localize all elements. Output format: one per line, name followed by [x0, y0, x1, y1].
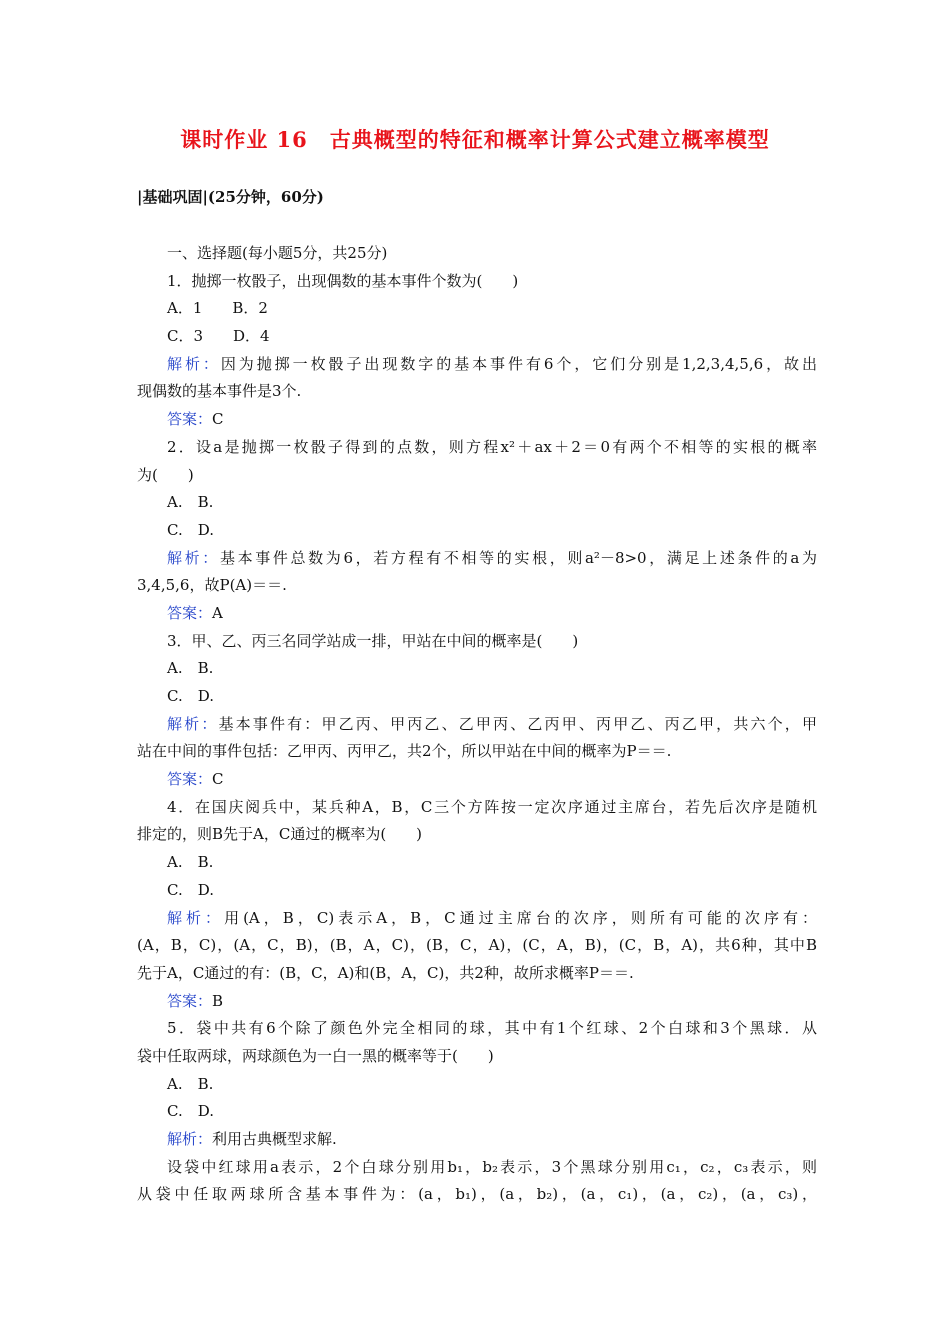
analysis-4: [137, 905, 817, 933]
options-5-ab: A. B.: [167, 1074, 214, 1093]
analysis-1-cont: 现偶数的基本事件是3个.: [137, 382, 302, 401]
question-5-cont: 袋中任取两球，两球颜色为一白一黑的概率等于( ): [137, 1046, 494, 1065]
answer-3: [137, 766, 817, 794]
answer-4: [137, 988, 817, 1016]
analysis-2-cont: 3,4,5,6，故P(A)＝＝.: [137, 576, 287, 595]
answer-1: [137, 406, 817, 434]
page-title: 课时作业 16 古典概型的特征和概率计算公式建立概率模型: [180, 127, 770, 152]
analysis-5-cont: 从袋中任取两球所含基本事件为：(a，b₁)，(a，b₂)，(a，c₁)，(a，c₂)，(a，c₃)，: [137, 1185, 817, 1204]
analysis-text: 基本事件有：甲乙丙、甲丙乙、乙甲丙、乙丙甲、丙甲乙、丙乙甲，共六个，甲: [218, 714, 817, 733]
answer-label: 答案：: [167, 410, 213, 429]
answer-label: 答案：: [167, 991, 213, 1010]
question-4-cont: 排定的，则B先于A，C通过的概率为( ): [137, 825, 423, 844]
options-1-ab: A．1 B．2: [167, 299, 268, 318]
analysis-label: 解析：: [167, 1130, 213, 1148]
question-2-cont: 为( ): [137, 465, 194, 484]
analysis-label: 解析：: [167, 354, 221, 373]
options-1-cd: C．3 D．4: [167, 327, 270, 346]
analysis-3-cont: 站在中间的事件包括：乙甲丙、丙甲乙，共2个，所以甲站在中间的概率为P＝＝.: [137, 742, 672, 761]
answer-value: A: [212, 603, 223, 622]
question-5: 5．袋中共有6个除了颜色外完全相同的球，其中有1个红球、2个白球和3个黑球．从: [167, 1019, 817, 1038]
options-4-ab: A. B.: [167, 853, 214, 872]
options-2-cd: C. D.: [167, 520, 214, 539]
analysis-2: [137, 545, 817, 573]
question-1: 1．抛掷一枚骰子，出现偶数的基本事件个数为( ): [167, 271, 519, 290]
document-body: [137, 240, 817, 1209]
analysis-5: [137, 1126, 817, 1154]
analysis-text: 基本事件总数为6，若方程有不相等的实根，则a²－8>0，满足上述条件的a为: [219, 548, 817, 567]
section-heading: |基础巩固|(25分钟，60分): [137, 188, 324, 206]
analysis-1: [137, 351, 817, 379]
analysis-label: 解析：: [167, 548, 220, 567]
analysis-text: 用(A，B，C)表示A，B，C通过主席台的次序，则所有可能的次序有：: [224, 908, 817, 927]
answer-label: 答案：: [167, 770, 213, 789]
answer-value: B: [212, 991, 224, 1010]
analysis-4-cont: (A，B，C)，(A，C，B)，(B，A，C)，(B，C，A)，(C，A，B)，(C，B，A)，共6种，其中B: [137, 936, 817, 955]
answer-value: C: [212, 410, 224, 429]
analysis-4-cont2: 先于A，C通过的有：(B，C，A)和(B，A，C)，共2种，故所求概率P＝＝.: [137, 963, 634, 982]
analysis-5-body: 设袋中红球用a表示，2个白球分别用b₁，b₂表示，3个黑球分别用c₁，c₂，c₃表示，则: [167, 1157, 817, 1176]
options-2-ab: A. B.: [167, 493, 214, 512]
section-instruction: 一、选择题(每小题5分，共25分): [167, 244, 388, 262]
analysis-text: 利用古典概型求解.: [212, 1130, 337, 1148]
options-4-cd: C. D.: [167, 880, 214, 899]
analysis-3: [137, 711, 817, 739]
options-3-ab: A. B.: [167, 659, 214, 678]
options-3-cd: C. D.: [167, 687, 214, 705]
analysis-text: 因为抛掷一枚骰子出现数字的基本事件有6个，它们分别是1,2,3,4,5,6，故出: [220, 354, 817, 373]
answer-2: [137, 600, 817, 628]
question-4: 4．在国庆阅兵中，某兵种A，B，C三个方阵按一定次序通过主席台，若先后次序是随机: [167, 797, 817, 816]
options-5-cd: C. D.: [167, 1102, 214, 1121]
answer-value: C: [212, 770, 224, 789]
answer-label: 答案：: [167, 603, 213, 622]
analysis-label: 解析：: [167, 714, 219, 733]
question-3: 3．甲、乙、丙三名同学站成一排，甲站在中间的概率是( ): [167, 631, 579, 650]
analysis-label: 解析：: [167, 908, 225, 927]
question-2: 2．设a是抛掷一枚骰子得到的点数，则方程x²＋ax＋2＝0有两个不相等的实根的概率: [167, 437, 817, 456]
